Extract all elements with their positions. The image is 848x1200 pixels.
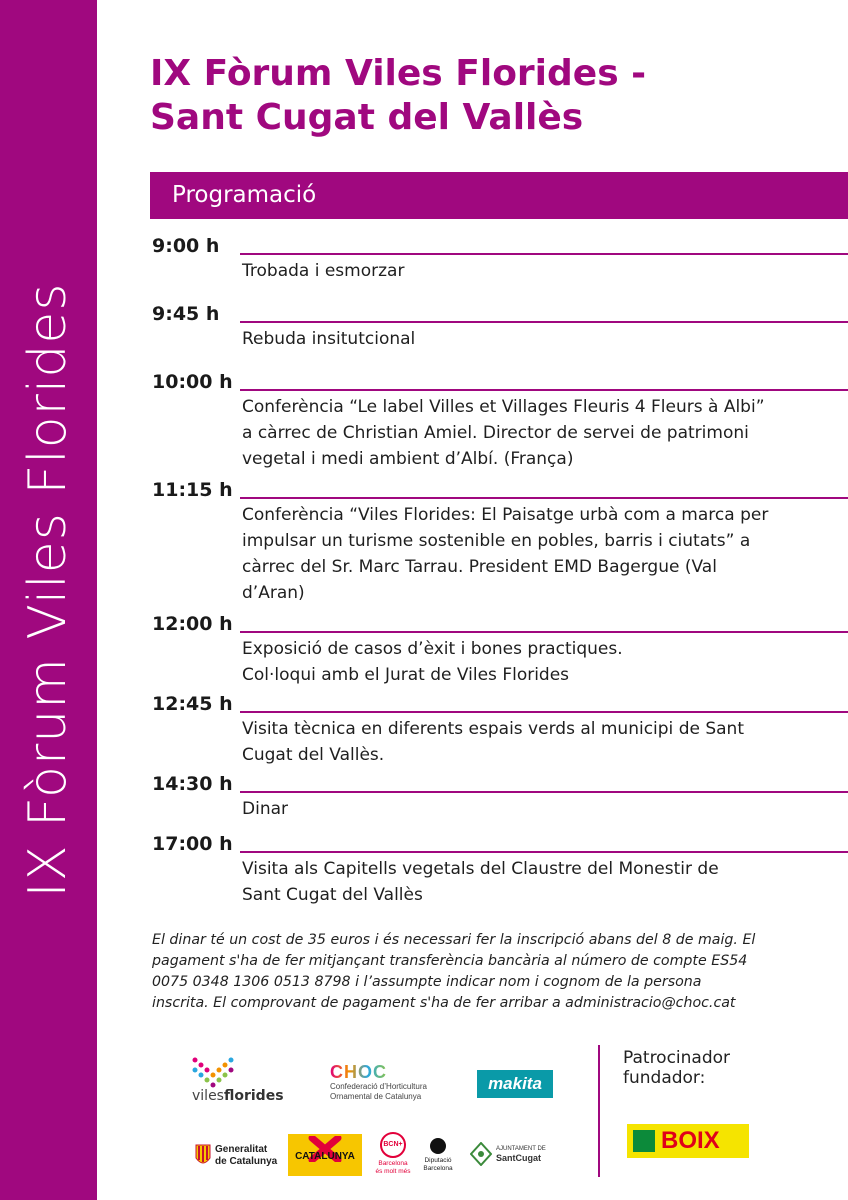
schedule-description (152, 394, 848, 472)
makita-logo: makita (477, 1070, 553, 1098)
schedule-time-row (152, 612, 848, 636)
schedule-description-line: Visita tècnica en diferents espais verds al municipi de Sant (242, 719, 744, 739)
title-line-2: Sant Cugat del Vallès (150, 97, 584, 138)
choc-logo (330, 1062, 470, 1106)
catalunya-wordmark: CATALUNYA (295, 1151, 355, 1162)
schedule-divider (240, 631, 848, 633)
schedule-time: 17:00 h (152, 833, 233, 855)
sidebar-band (0, 0, 97, 1200)
schedule-description-line: Cugat del Vallès. (242, 745, 385, 765)
schedule-time-row (152, 832, 848, 856)
viles-florides-logo (190, 1056, 310, 1106)
schedule-item (152, 370, 848, 472)
schedule-time-row (152, 772, 848, 796)
schedule-time: 12:45 h (152, 693, 233, 715)
schedule-description-line: d’Aran) (242, 583, 305, 603)
sponsor-divider (598, 1045, 600, 1177)
bcn-line-1: Barcelona (378, 1160, 408, 1167)
sant-cugat-name: SantCugat (496, 1153, 541, 1163)
schedule-description-line: Sant Cugat del Vallès (242, 885, 423, 905)
sant-cugat-small: AJUNTAMENT DE (496, 1146, 546, 1152)
sponsor-label (623, 1048, 783, 1088)
lunch-note: El dinar té un cost de 35 euros i és necessari fer la inscripció abans del 8 de maig. El pagament s'ha de fer mitjançant transferència bancària al número de compte ES54 0075 0348 1306 0513 8798 i l’assumpte indicar nom i cognom de la persona inscrita. El comprovant de pagament s'ha de fer arribar a administracio@choc.cat (152, 932, 756, 1011)
catalunya-logo (288, 1134, 362, 1176)
schedule-description-line: Rebuda insitutcional (242, 329, 416, 349)
schedule-divider (240, 711, 848, 713)
schedule-time: 9:00 h (152, 235, 220, 257)
schedule-time: 9:45 h (152, 303, 220, 325)
choc-subtitle-2: Ornamental de Catalunya (330, 1092, 422, 1101)
schedule-item (152, 772, 848, 822)
schedule-description (152, 636, 848, 688)
viles-florides-wordmark: vilesflorides (192, 1088, 284, 1104)
schedule-description-line: Conferència “Le label Villes et Villages Fleuris 4 Fleurs à Albi” (242, 397, 765, 417)
sant-cugat-emblem-icon (470, 1142, 492, 1166)
schedule-divider (240, 497, 848, 499)
schedule-item (152, 832, 848, 908)
generalitat-line-2: de Catalunya (215, 1156, 278, 1167)
schedule-divider (240, 389, 848, 391)
schedule-item (152, 692, 848, 768)
schedule-description-line: Trobada i esmorzar (242, 261, 405, 281)
schedule-description-line: a càrrec de Christian Amiel. Director de servei de patrimoni (242, 423, 749, 443)
schedule-description (152, 716, 848, 768)
diputacio-mark-icon (430, 1138, 446, 1154)
schedule-divider (240, 253, 848, 255)
schedule-description (152, 856, 848, 908)
schedule-description-line: Dinar (242, 799, 288, 819)
schedule-description-line: impulsar un turisme sostenible en pobles, barris i ciutats” a (242, 531, 751, 551)
boix-mark-icon (633, 1130, 655, 1152)
bcn-line-2: és molt més (375, 1168, 411, 1175)
boix-wordmark: BOIX (661, 1127, 720, 1154)
schedule-item (152, 478, 848, 606)
diputacio-line-2: Barcelona (423, 1165, 453, 1172)
schedule-description-line: vegetal i medi ambient d’Albí. (França) (242, 449, 574, 469)
schedule-time: 12:00 h (152, 613, 233, 635)
schedule-description (152, 502, 848, 606)
diputacio-line-1: Diputació (424, 1157, 452, 1164)
choc-wordmark: CHOC (330, 1062, 387, 1082)
schedule-description-line: Exposició de casos d’èxit i bones practiques. (242, 639, 623, 659)
schedule-description (152, 326, 848, 352)
sponsor-label-line-2: fundador: (623, 1068, 706, 1088)
schedule-time-row (152, 370, 848, 394)
schedule-time: 10:00 h (152, 371, 233, 393)
sidebar-title: IX Fòrum Viles Florides (18, 282, 78, 898)
schedule-description (152, 258, 848, 284)
barcelona-logo (372, 1132, 414, 1180)
schedule-time-row (152, 692, 848, 716)
bcn-mark: BCN+ (380, 1132, 406, 1158)
page-title (150, 52, 830, 140)
schedule-description-line: càrrec del Sr. Marc Tarrau. President EMD Bagergue (Val (242, 557, 717, 577)
sponsor-label-line-1: Patrocinador (623, 1048, 731, 1068)
section-header: Programació (150, 172, 848, 219)
title-line-1: IX Fòrum Viles Florides - (150, 53, 647, 94)
boix-logo (627, 1124, 749, 1158)
schedule-divider (240, 321, 848, 323)
schedule-description-line: Visita als Capitells vegetals del Claustre del Monestir de (242, 859, 719, 879)
schedule-time-row (152, 302, 848, 326)
schedule-divider (240, 851, 848, 853)
generalitat-logo (195, 1142, 285, 1172)
schedule-item (152, 302, 848, 352)
schedule-description (152, 796, 848, 822)
schedule-description-line: Conferència “Viles Florides: El Paisatge urbà com a marca per (242, 505, 769, 525)
schedule-item (152, 612, 848, 688)
schedule-item (152, 234, 848, 284)
generalitat-line-1: Generalitat (215, 1144, 268, 1155)
schedule-time-row (152, 478, 848, 502)
diputacio-logo (418, 1138, 458, 1178)
generalitat-shield-icon (195, 1144, 211, 1168)
viles-florides-dots-icon (190, 1056, 240, 1090)
schedule-time-row (152, 234, 848, 258)
schedule-time: 14:30 h (152, 773, 233, 795)
schedule-divider (240, 791, 848, 793)
schedule-description-line: Col·loqui amb el Jurat de Viles Florides (242, 665, 570, 685)
sant-cugat-logo (470, 1140, 554, 1170)
schedule-time: 11:15 h (152, 479, 233, 501)
choc-subtitle-1: Confederació d’Horticultura (330, 1082, 427, 1091)
